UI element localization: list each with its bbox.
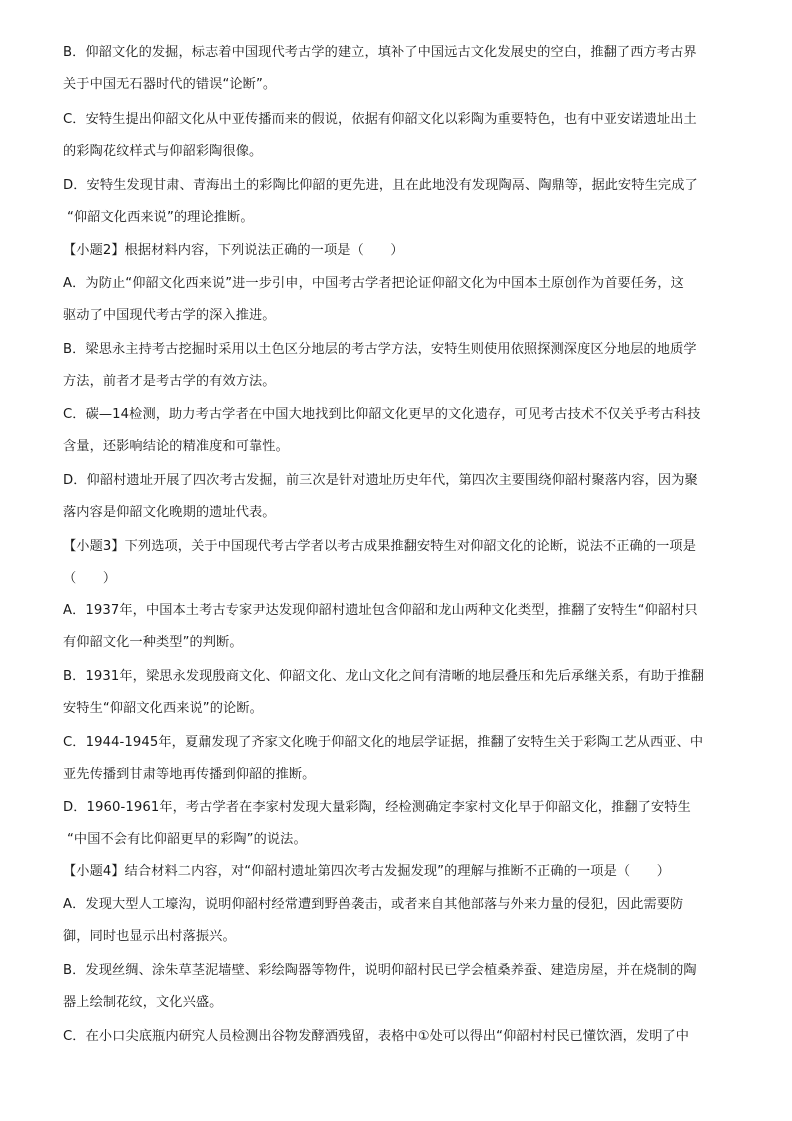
q2-option-c-line-2: 含量，还影响结论的精准度和可靠性。 [63,439,289,454]
q4-option-a-line-2: 御，同时也显示出村落振兴。 [63,929,236,944]
q3-option-c-line-2: 亚先传播到甘肃等地再传播到仰韶的推断。 [63,767,316,782]
q3-option-d-line-1: D．1960-1961年，考古学者在李家村发现大量彩陶，经检测确定李家村文化早于仰韶文化，推翻了安特生 [63,800,691,815]
question-2-stem: 【小题2】根据材料内容，下列说法正确的一项是（ ） [63,243,404,258]
q2-option-d-line-1: D．仰韶村遗址开展了四次考古发掘，前三次是针对遗址历史年代，第四次主要围绕仰韶村聚落内容，因为聚 [63,473,698,488]
question-4-stem: 【小题4】结合材料二内容，对“仰韶村遗址第四次考古发掘发现”的理解与推断不正确的一项是（ ） [63,864,670,879]
option-c-line-2: 的彩陶花纹样式与仰韶彩陶很像。 [63,144,263,159]
q4-option-a-line-1: A．发现大型人工壕沟，说明仰韶村经常遭到野兽袭击，或者来自其他部落与外来力量的侵犯，因此需要防 [63,897,684,912]
option-b-line-2: 关于中国无石器时代的错误“论断”。 [63,77,277,92]
q3-option-a-line-2: 有仰韶文化一种类型”的判断。 [63,635,243,650]
q3-option-d-line-2: “中国不会有比仰韶更早的彩陶”的说法。 [67,832,307,847]
q4-option-b-line-1: B．发现丝绸、涂朱草茎泥墙壁、彩绘陶器等物件，说明仰韶村民已学会植桑养蚕、建造房屋，并在烧制的陶 [63,963,697,978]
q4-option-b-line-2: 器上绘制花纹，文化兴盛。 [63,995,223,1010]
question-3-stem-line-2: （ ） [63,571,117,586]
option-d-line-2: “仰韶文化西来说”的理论推断。 [67,210,254,225]
q4-option-c-line-1: C．在小口尖底瓶内研究人员检测出谷物发酵酒残留，表格中①处可以得出“仰韶村村民已懂饮酒，发明了中 [63,1029,690,1044]
q3-option-a-line-1: A．1937年，中国本土考古专家尹达发现仰韶村遗址包含仰韶和龙山两种文化类型，推翻了安特生“仰韶村只 [63,603,698,618]
q3-option-c-line-1: C．1944-1945年，夏鼐发现了齐家文化晚于仰韶文化的地层学证据，推翻了安特生关于彩陶工艺从西亚、中 [63,735,704,750]
q3-option-b-line-1: B．1931年，梁思永发现殷商文化、仰韶文化、龙山文化之间有清晰的地层叠压和先后承继关系，有助于推翻 [63,669,705,684]
option-b-line-1: B．仰韶文化的发掘，标志着中国现代考古学的建立，填补了中国远古文化发展史的空白，推翻了西方考古界 [63,45,697,60]
q2-option-a-line-1: A．为防止“仰韶文化西来说”进一步引申，中国考古学者把论证仰韶文化为中国本土原创作为首要任务，这 [63,276,684,291]
q3-option-b-line-2: 安特生“仰韶文化西来说”的论断。 [63,701,263,716]
q2-option-d-line-2: 落内容是仰韶文化晚期的遗址代表。 [63,505,276,520]
q2-option-b-line-1: B．梁思永主持考古挖掘时采用以土色区分地层的考古学方法，安特生则使用依照探测深度区分地层的地质学 [63,342,697,357]
question-3-stem-line-1: 【小题3】下列选项，关于中国现代考古学者以考古成果推翻安特生对仰韶文化的论断，说法不正确的一项是 [63,539,696,554]
q2-option-b-line-2: 方法，前者才是考古学的有效方法。 [63,374,276,389]
option-d-line-1: D．安特生发现甘肃、青海出土的彩陶比仰韶的更先进，且在此地没有发现陶鬲、陶鼎等，据此安特生完成了 [63,178,698,193]
option-c-line-1: C．安特生提出仰韶文化从中亚传播而来的假说，依据有仰韶文化以彩陶为重要特色，也有中亚安诺遗址出土 [63,112,697,127]
q2-option-a-line-2: 驱动了中国现代考古学的深入推进。 [63,308,276,323]
q2-option-c-line-1: C．碳—14检测，助力考古学者在中国大地找到比仰韶文化更早的文化遗存，可见考古技术不仅关乎考古科技 [63,407,701,422]
